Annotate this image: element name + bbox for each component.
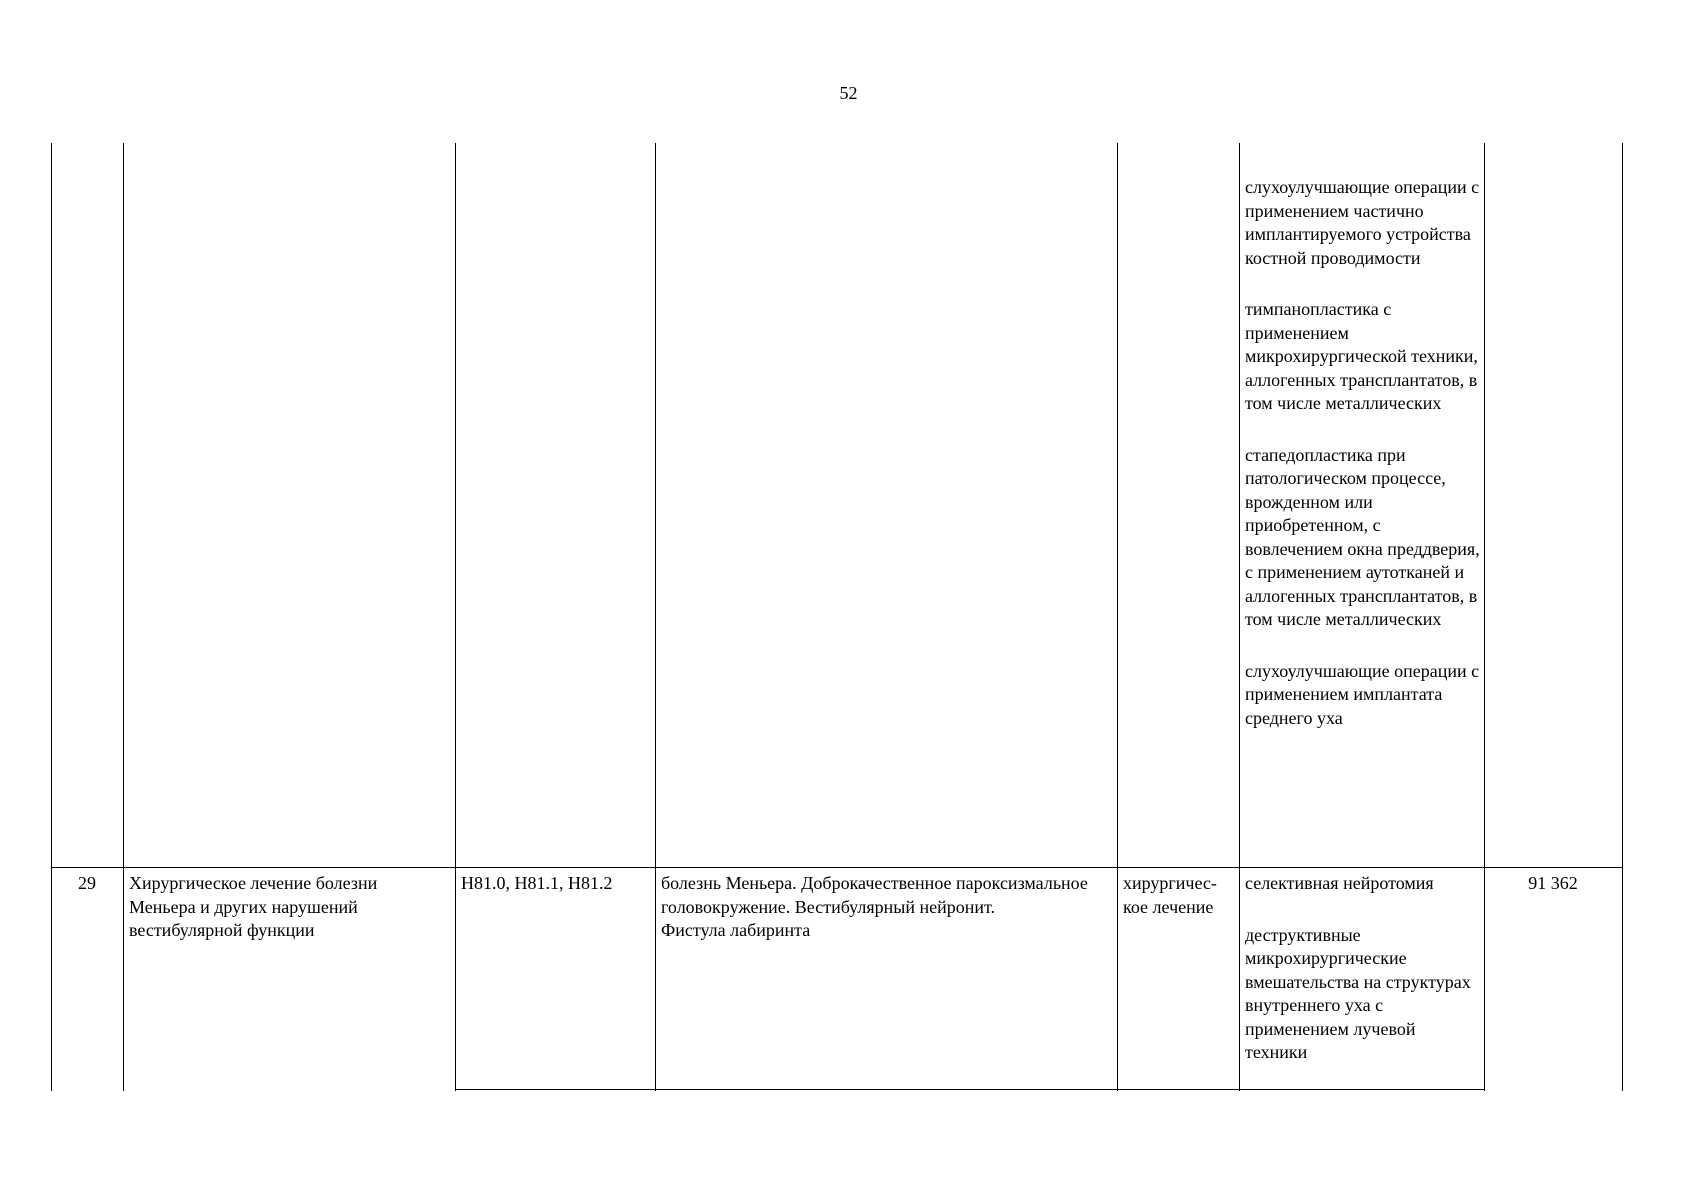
procedure-item: селективная нейротомия	[1245, 873, 1434, 893]
row29-procedures-cell	[1245, 872, 1481, 1065]
table-border-right	[1622, 143, 1623, 1091]
treatment-name-cell: Хирургическое лечение болезни Меньера и других нарушений вестибулярной функции	[129, 873, 378, 940]
procedure-item: тимпанопластика с применением микрохирургической техники, аллогенных трансплантатов, в том числе металлических	[1245, 299, 1478, 413]
table-column-divider-1	[123, 143, 124, 1091]
table-column-divider-3	[655, 143, 656, 1091]
page-number: 52	[839, 83, 858, 103]
table-column-divider-5	[1239, 143, 1240, 1091]
treatment-type-cell	[1123, 872, 1237, 919]
patient-model-text: болезнь Меньера. Доброкачественное пароксизмальное головокружение. Вестибулярный нейронит.	[661, 873, 1088, 917]
table-border-left	[51, 143, 52, 1091]
continuation-procedures-cell	[1245, 176, 1481, 730]
row-separator	[51, 867, 1623, 868]
cost-cell: 91 362	[1528, 873, 1578, 893]
patient-model-text-line2: Фистула лабиринта	[661, 920, 811, 940]
procedure-item: слухоулучшающие операции с применением имплантата среднего уха	[1245, 660, 1480, 728]
treatment-type-line1: хирургичес-	[1123, 873, 1217, 893]
procedure-item: деструктивные микрохирургические вмешательства на структурах внутреннего уха с применением лучевой техники	[1245, 924, 1471, 1062]
table-column-divider-2	[455, 143, 456, 1091]
patient-model-cell	[661, 872, 1113, 943]
procedure-item: слухоулучшающие операции с применением частично имплантируемого устройства костной проводимости	[1245, 177, 1480, 268]
table-bottom-border	[455, 1089, 1485, 1090]
icd-codes-cell: H81.0, H81.1, H81.2	[461, 873, 613, 893]
treatment-type-line2: кое лечение	[1123, 896, 1214, 917]
row-number-cell: 29	[78, 873, 96, 893]
procedure-item: стапедопластика при патологическом процессе, врожденном или приобретенном, с вовлечением окна преддверия, с применением аутотканей и аллогенных трансплантатов, в том числе металлических	[1245, 444, 1480, 629]
table-column-divider-6	[1484, 143, 1485, 1091]
table-column-divider-4	[1117, 143, 1118, 1091]
